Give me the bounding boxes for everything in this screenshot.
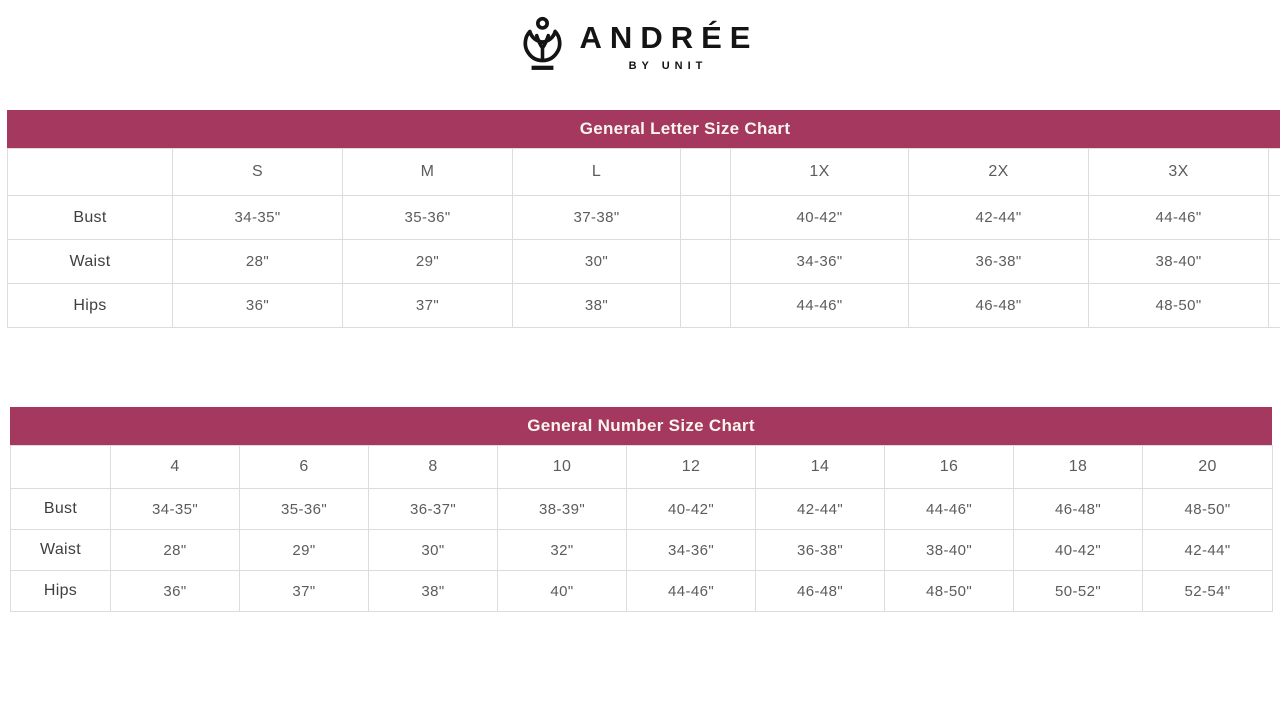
measurement-cell: 40"	[498, 571, 627, 612]
column-header: 18	[1014, 446, 1143, 489]
measurement-cell: 36-37"	[369, 489, 498, 530]
measurement-cell: 34-35"	[173, 196, 343, 240]
measurement-cell: 48-50"	[1143, 489, 1273, 530]
measurement-cell: 38-40"	[1089, 240, 1269, 284]
measurement-cell: 46-48"	[909, 284, 1089, 328]
column-header: 12	[627, 446, 756, 489]
row-label: Hips	[11, 571, 111, 612]
column-header: 1X	[731, 149, 909, 196]
row-label: Waist	[11, 530, 111, 571]
measurement-cell: 36"	[111, 571, 240, 612]
measurement-cell	[1269, 240, 1280, 284]
measurement-cell: 36-38"	[756, 530, 885, 571]
column-header: 10	[498, 446, 627, 489]
measurement-cell: 48-50"	[885, 571, 1014, 612]
number-size-chart	[10, 407, 1272, 612]
measurement-cell: 34-36"	[731, 240, 909, 284]
measurement-cell: 44-46"	[885, 489, 1014, 530]
column-header	[11, 446, 111, 489]
column-header: 8	[369, 446, 498, 489]
measurement-cell: 29"	[240, 530, 369, 571]
measurement-cell: 35-36"	[240, 489, 369, 530]
measurement-cell: 35-36"	[343, 196, 513, 240]
measurement-cell: 28"	[111, 530, 240, 571]
brand-name: ANDRÉE	[579, 20, 759, 55]
table-row	[11, 530, 1273, 571]
table-row	[8, 196, 1280, 240]
measurement-cell	[1269, 196, 1280, 240]
row-label: Waist	[8, 240, 173, 284]
brand-subtitle: BY UNIT	[628, 60, 708, 73]
column-header: 4	[111, 446, 240, 489]
table-row	[8, 284, 1280, 328]
number-chart-title: General Number Size Chart	[10, 407, 1272, 445]
measurement-cell: 48-50"	[1089, 284, 1269, 328]
header-row	[8, 149, 1280, 196]
measurement-cell: 40-42"	[627, 489, 756, 530]
column-header	[681, 149, 731, 196]
column-header: L	[513, 149, 681, 196]
column-header: 20	[1143, 446, 1273, 489]
tulip-flower-icon	[522, 16, 563, 73]
measurement-cell: 44-46"	[731, 284, 909, 328]
brand-wordmark	[576, 14, 759, 72]
column-header	[1269, 149, 1280, 196]
header-row	[11, 446, 1273, 489]
measurement-cell: 38"	[369, 571, 498, 612]
measurement-cell: 38-40"	[885, 530, 1014, 571]
column-header: 14	[756, 446, 885, 489]
measurement-cell: 37"	[343, 284, 513, 328]
column-header: 16	[885, 446, 1014, 489]
measurement-cell: 40-42"	[731, 196, 909, 240]
number-chart-table	[10, 445, 1273, 612]
measurement-cell: 46-48"	[1014, 489, 1143, 530]
table-row	[11, 571, 1273, 612]
letter-chart-title: General Letter Size Chart	[7, 110, 1280, 148]
measurement-cell: 28"	[173, 240, 343, 284]
measurement-cell	[681, 284, 731, 328]
measurement-cell: 38-39"	[498, 489, 627, 530]
letter-chart-table	[7, 148, 1280, 328]
column-header: 2X	[909, 149, 1089, 196]
measurement-cell: 50-52"	[1014, 571, 1143, 612]
measurement-cell: 44-46"	[1089, 196, 1269, 240]
column-header	[8, 149, 173, 196]
row-label: Bust	[11, 489, 111, 530]
measurement-cell: 46-48"	[756, 571, 885, 612]
measurement-cell	[1269, 284, 1280, 328]
measurement-cell: 36-38"	[909, 240, 1089, 284]
measurement-cell: 29"	[343, 240, 513, 284]
table-row	[8, 240, 1280, 284]
measurement-cell: 30"	[369, 530, 498, 571]
letter-size-chart	[7, 110, 1280, 328]
measurement-cell: 37"	[240, 571, 369, 612]
measurement-cell: 52-54"	[1143, 571, 1273, 612]
brand-logo[interactable]	[0, 14, 1280, 73]
measurement-cell: 36"	[173, 284, 343, 328]
measurement-cell: 42-44"	[756, 489, 885, 530]
column-header: S	[173, 149, 343, 196]
measurement-cell: 42-44"	[1143, 530, 1273, 571]
measurement-cell: 38"	[513, 284, 681, 328]
column-header: M	[343, 149, 513, 196]
measurement-cell: 42-44"	[909, 196, 1089, 240]
table-row	[11, 489, 1273, 530]
measurement-cell: 32"	[498, 530, 627, 571]
row-label: Hips	[8, 284, 173, 328]
measurement-cell: 34-35"	[111, 489, 240, 530]
measurement-cell	[681, 240, 731, 284]
column-header: 3X	[1089, 149, 1269, 196]
measurement-cell	[681, 196, 731, 240]
measurement-cell: 40-42"	[1014, 530, 1143, 571]
measurement-cell: 44-46"	[627, 571, 756, 612]
measurement-cell: 37-38"	[513, 196, 681, 240]
row-label: Bust	[8, 196, 173, 240]
measurement-cell: 34-36"	[627, 530, 756, 571]
measurement-cell: 30"	[513, 240, 681, 284]
column-header: 6	[240, 446, 369, 489]
